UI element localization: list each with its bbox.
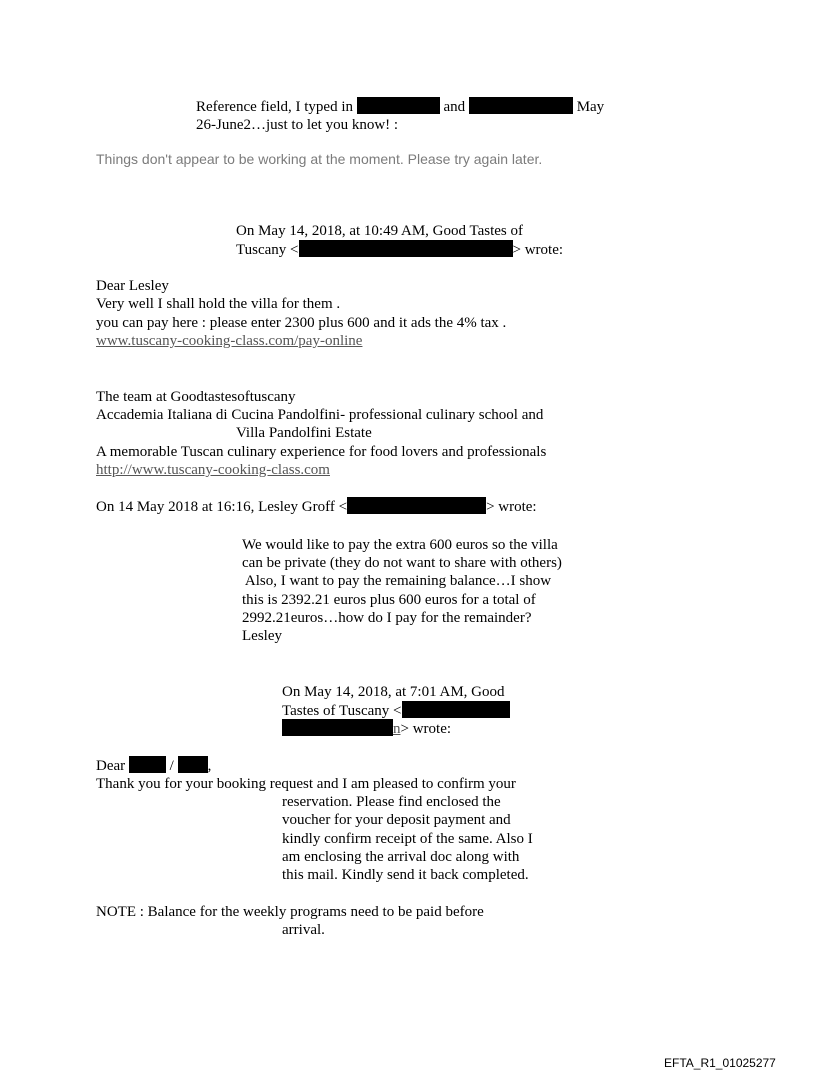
redaction-block — [178, 756, 208, 773]
reply-2-line-6: this mail. Kindly send it back completed. — [282, 867, 529, 883]
lesley-message-signoff: Lesley — [242, 628, 282, 644]
quote-header-1-line-1: On May 14, 2018, at 10:49 AM, Good Tastes of — [236, 223, 523, 239]
lesley-message-line-5: 2992.21euros…how do I pay for the remainder? — [242, 610, 532, 626]
quote-header-1-line-2: Tuscany < > wrote: — [236, 242, 564, 258]
reply-2-line-4: kindly confirm receipt of the same. Also I — [282, 831, 533, 847]
lesley-message-line-4: this is 2392.21 euros plus 600 euros for a total of — [242, 592, 536, 608]
signature-line-3: Villa Pandolfini Estate — [236, 425, 372, 441]
signature-line-2: Accademia Italiana di Cucina Pandolfini- professional culinary school and — [96, 407, 544, 423]
redaction-block — [357, 97, 440, 114]
lesley-message-line-1: We would like to pay the extra 600 euros so the villa — [242, 537, 558, 553]
lesley-message-line-2: can be private (they do not want to share with others) — [242, 555, 562, 571]
reply-2-line-3: voucher for your deposit payment and — [282, 812, 511, 828]
redaction-block — [469, 97, 573, 114]
redaction-block — [299, 240, 513, 257]
signature-line-1: The team at Goodtastesoftuscany — [96, 389, 296, 405]
signature-line-4: A memorable Tuscan culinary experience for food lovers and professionals — [96, 444, 547, 460]
top-note-line-2: 26-June2…just to let you know! : — [196, 117, 399, 133]
quote-header-2: On 14 May 2018 at 16:16, Lesley Groff < > wrote: — [96, 499, 537, 515]
quote-header-3-line-1: On May 14, 2018, at 7:01 AM, Good — [282, 684, 505, 700]
top-note-line-1: Reference field, I typed in and May — [196, 99, 605, 115]
reply-2-line-1: Thank you for your booking request and I am pleased to confirm your — [96, 776, 516, 792]
reply-2-line-2: reservation. Please find enclosed the — [282, 794, 501, 810]
quote-header-3-line-2: Tastes of Tuscany < — [282, 701, 510, 720]
document-id: EFTA_R1_01025277 — [664, 1056, 776, 1070]
reply-1-greeting: Dear Lesley — [96, 278, 169, 294]
reply-2-greeting: Dear / , — [96, 758, 212, 774]
quote-header-3-line-3: n> wrote: — [282, 719, 451, 738]
reply-1-line-1: Very well I shall hold the villa for them . — [96, 296, 341, 312]
redaction-block — [282, 719, 393, 736]
redaction-block — [402, 701, 510, 718]
pay-online-link[interactable]: www.tuscany-cooking-class.com/pay-online — [96, 333, 363, 349]
reply-2-line-5: am enclosing the arrival doc along with — [282, 849, 520, 865]
website-link[interactable]: http://www.tuscany-cooking-class.com — [96, 462, 330, 478]
lesley-message-line-3: Also, I want to pay the remaining balance…I show — [242, 573, 552, 589]
note-line-2: arrival. — [282, 922, 325, 938]
redaction-block — [129, 756, 166, 773]
reply-1-line-2: you can pay here : please enter 2300 plus 600 and it ads the 4% tax . — [96, 315, 507, 331]
redaction-block — [347, 497, 486, 514]
error-message: Things don't appear to be working at the moment. Please try again later. — [96, 151, 543, 167]
note-line-1: NOTE : Balance for the weekly programs need to be paid before — [96, 904, 484, 920]
